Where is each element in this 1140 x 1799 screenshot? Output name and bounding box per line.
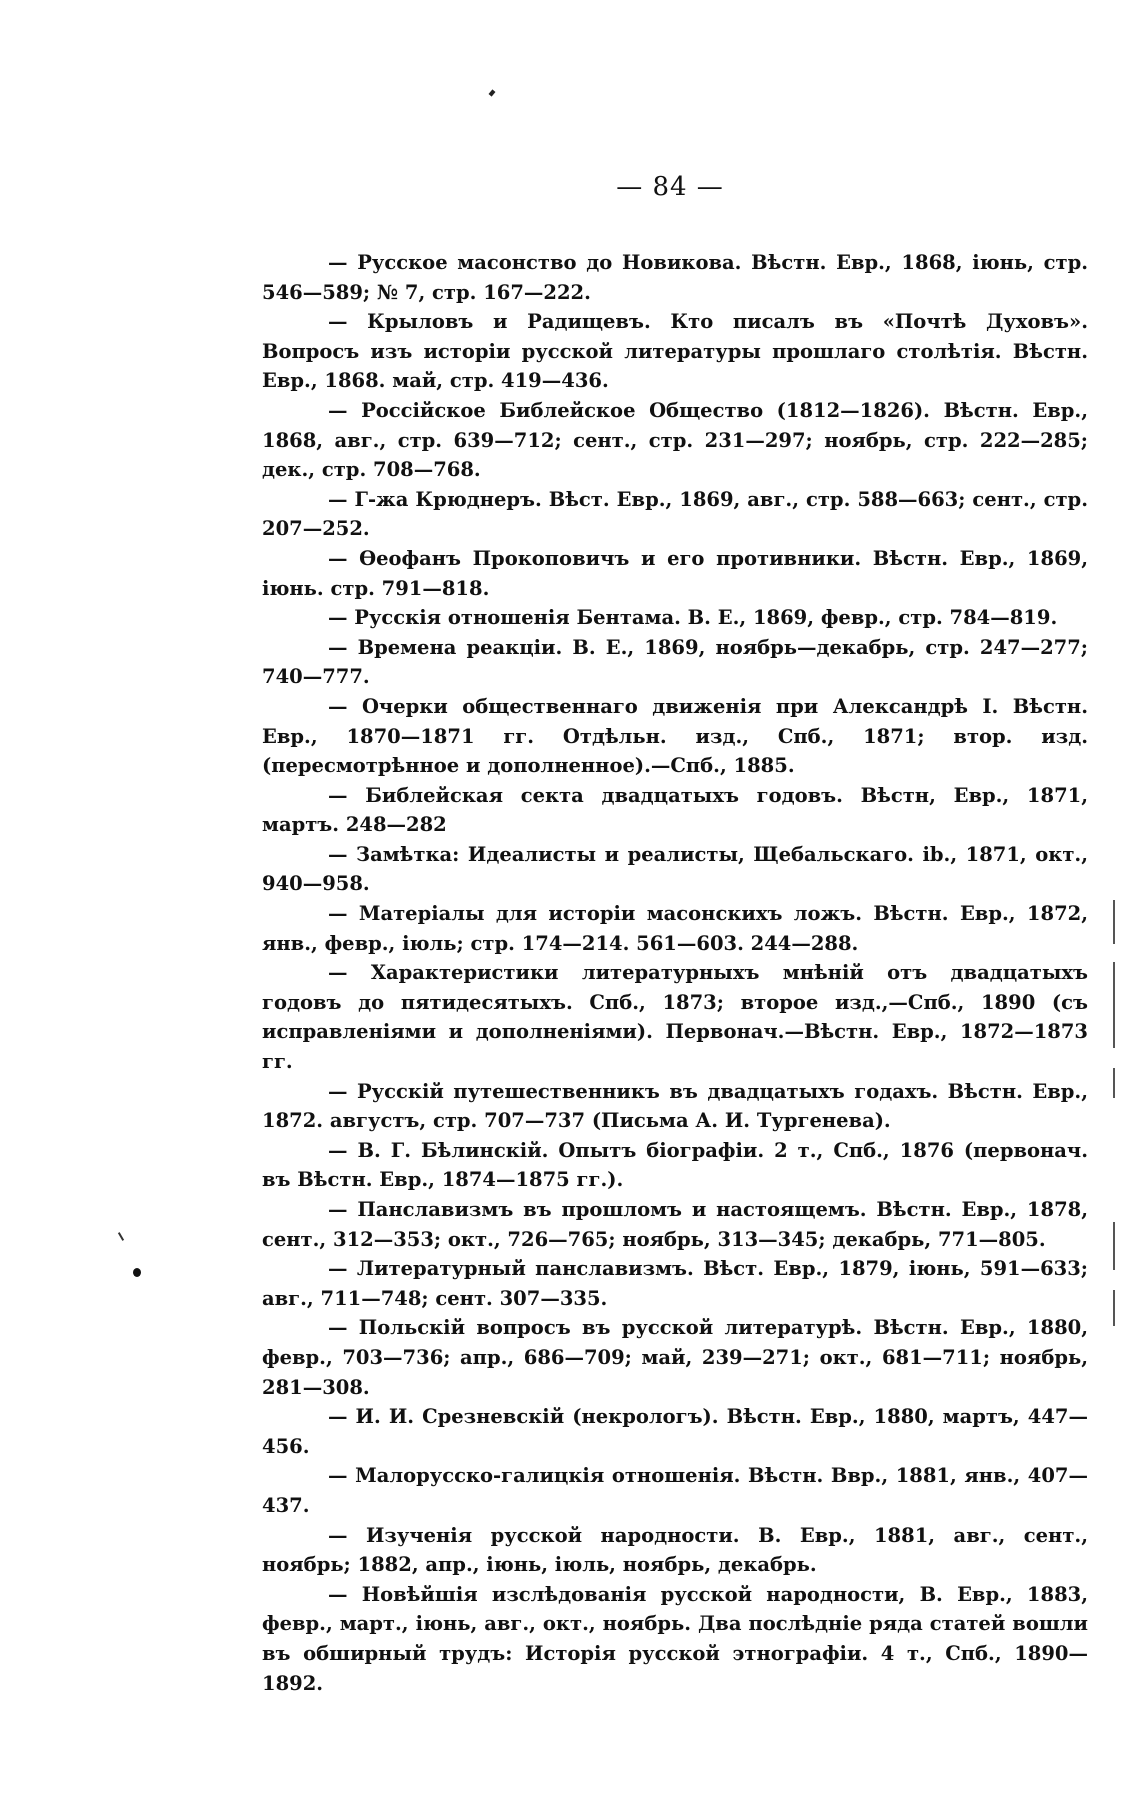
bibliography-entry: — Характеристики литературныхъ мнѣній отъ двадцатыхъ годовъ до пятидесятыхъ. Спб., 1873; второе изд.,—Спб., 1890 (съ исправленіями и дополненіями). Первонач.—Вѣстн. Евр., 1872—1873 гг. (262, 961, 1088, 1074)
bibliography-entry: — Польскій вопросъ въ русской литературѣ. Вѣстн. Евр., 1880, февр., 703—736; апр., 686—709; май, 239—271; окт., 681—711; ноябрь, 281—308. (262, 1316, 1088, 1399)
bibliography-entry: — Времена реакціи. В. Е., 1869, ноябрь—декабрь, стр. 247—277; 740—777. (262, 635, 1088, 689)
bibliography-entry: — Замѣтка: Идеалисты и реалисты, Щебальскаго. ib., 1871, окт., 940—958. (262, 842, 1088, 896)
bibliography-entry: — Новѣйшія изслѣдованія русской народности, В. Евр., 1883, февр., март., іюнь, авг., окт., ноябрь. Два послѣдніе ряда статей вошли въ обширный трудъ: Исторія русской этнографіи. 4 т., Спб., 1890—1892. (262, 1582, 1088, 1695)
bibliography-entry: — Россійское Библейское Общество (1812—1826). Вѣстн. Евр., 1868, авг., стр. 639—712; сент., стр. 231—297; ноябрь, стр. 222—285; дек., стр. 708—768. (262, 398, 1088, 482)
bibliography-entry: — Русскій путешественникъ въ двадцатыхъ годахъ. Вѣстн. Евр., 1872. августъ, стр. 707—737 (Письма А. И. Тургенева). (262, 1079, 1088, 1133)
stray-margin-dot (133, 1268, 141, 1277)
bibliography-entry: — Панславизмъ въ прошломъ и настоящемъ. Вѣстн. Евр., 1878, сент., 312—353; окт., 726—765; ноябрь, 313—345; декабрь, 771—805. (262, 1198, 1088, 1251)
bibliography-entry: — Литературный панславизмъ. Вѣст. Евр., 1879, іюнь, 591—633; авг., 711—748; сент. 307—335. (262, 1257, 1088, 1310)
bibliography-entry: — Библейская секта двадцатыхъ годовъ. Вѣстн, Евр., 1871, мартъ. 248—282 (262, 783, 1088, 837)
bibliography-entry: — Крыловъ и Радищевъ. Кто писалъ въ «Почтѣ Духовъ». Вопросъ изъ исторіи русской литературы прошлаго столѣтія. Вѣстн. Евр., 1868. май, стр. 419—436. (262, 310, 1088, 393)
margin-line (1113, 1222, 1115, 1270)
margin-line (1113, 962, 1115, 1048)
bibliography-entry: — Г-жа Крюднеръ. Вѣст. Евр., 1869, авг., стр. 588—663; сент., стр. 207—252. (262, 487, 1088, 541)
bibliography-entry: — Малорусско-галицкія отношенія. Вѣстн. Ввр., 1881, янв., 407—437. (262, 1464, 1088, 1517)
bibliography-entry: — Ѳеофанъ Прокоповичъ и его противники. Вѣстн. Евр., 1869, іюнь. стр. 791—818. (262, 546, 1088, 600)
bibliography-entry: — Изученія русской народности. В. Евр., 1881, авг., сент., ноябрь; 1882, апр., іюнь, іюль, ноябрь, декабрь. (262, 1523, 1088, 1577)
stray-margin-dash (118, 1232, 124, 1241)
stray-print-mark (489, 89, 496, 96)
bibliography-entry: — В. Г. Бѣлинскій. Опытъ біографіи. 2 т., Спб., 1876 (первонач. въ Вѣстн. Евр., 1874—1875 гг.). (262, 1138, 1088, 1192)
margin-line (1113, 900, 1115, 944)
bibliography-list (262, 248, 1088, 1698)
bibliography-entry: — Русское масонство до Новикова. Вѣстн. Евр., 1868, іюнь, стр. 546—589; № 7, стр. 167—222. (262, 251, 1088, 304)
bibliography-entry: — И. И. Срезневскій (некрологъ). Вѣстн. Евр., 1880, мартъ, 447—456. (262, 1405, 1088, 1458)
page-number: — 84 — (616, 172, 724, 202)
margin-line (1113, 1290, 1115, 1326)
bibliography-entry: — Русскія отношенія Бентама. В. Е., 1869, февр., стр. 784—819. (328, 606, 1058, 630)
bibliography-entry: — Очерки общественнаго движенія при Александрѣ I. Вѣстн. Евр., 1870—1871 гг. Отдѣльн. изд., Спб., 1871; втор. изд. (пересмотрѣнное и дополненное).—Спб., 1885. (262, 694, 1088, 778)
margin-line (1113, 1068, 1115, 1098)
bibliography-entry: — Матеріалы для исторіи масонскихъ ложъ. Вѣстн. Евр., 1872, янв., февр., іюль; стр. 174—214. 561—603. 244—288. (262, 902, 1088, 955)
